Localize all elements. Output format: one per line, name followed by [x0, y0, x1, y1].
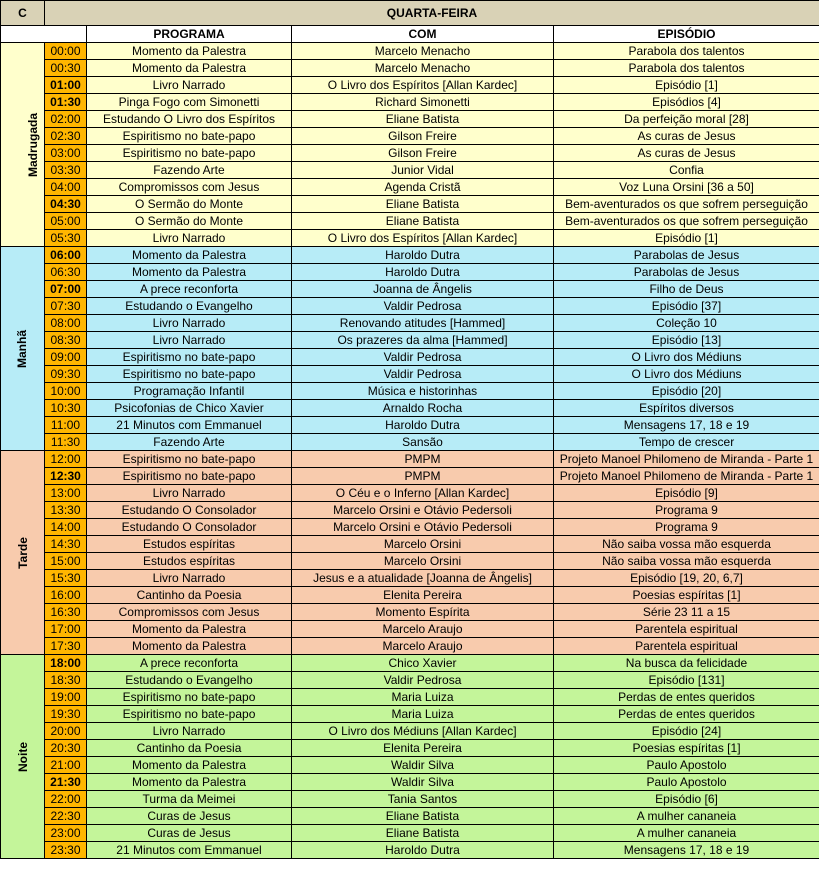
programa-cell: Estudando o Evangelho — [87, 298, 292, 315]
episodio-cell: Confia — [554, 162, 819, 179]
time-cell: 13:30 — [45, 502, 87, 519]
programa-cell: Cantinho da Poesia — [87, 740, 292, 757]
episodio-cell: Poesias espíritas [1] — [554, 587, 819, 604]
episodio-cell: Programa 9 — [554, 519, 819, 536]
schedule-row — [1, 825, 819, 842]
com-cell: Marcelo Araujo — [292, 621, 554, 638]
programa-cell: Espiritismo no bate-papo — [87, 451, 292, 468]
schedule-row — [1, 179, 819, 196]
episodio-cell: Mensagens 17, 18 e 19 — [554, 842, 819, 859]
com-cell: Música e historinhas — [292, 383, 554, 400]
time-cell: 14:30 — [45, 536, 87, 553]
episodio-cell: Não saiba vossa mão esquerda — [554, 536, 819, 553]
schedule-row — [1, 230, 819, 247]
programa-cell: Cantinho da Poesia — [87, 587, 292, 604]
com-cell: Marcelo Menacho — [292, 43, 554, 60]
schedule-row — [1, 417, 819, 434]
programa-cell: Pinga Fogo com Simonetti — [87, 94, 292, 111]
com-cell: O Livro dos Espíritos [Allan Kardec] — [292, 230, 554, 247]
time-cell: 03:30 — [45, 162, 87, 179]
corner-cell: C — [1, 1, 45, 26]
schedule-row — [1, 723, 819, 740]
episodio-cell: Projeto Manoel Philomeno de Miranda - Parte 1 — [554, 451, 819, 468]
schedule-row — [1, 842, 819, 859]
schedule-row — [1, 264, 819, 281]
episodio-cell: Bem-aventurados os que sofrem perseguição — [554, 196, 819, 213]
time-cell: 00:30 — [45, 60, 87, 77]
com-cell: Tania Santos — [292, 791, 554, 808]
programa-cell: Espiritismo no bate-papo — [87, 128, 292, 145]
schedule-row — [1, 247, 819, 264]
time-cell: 05:30 — [45, 230, 87, 247]
com-cell: Eliane Batista — [292, 808, 554, 825]
time-cell: 05:00 — [45, 213, 87, 230]
time-cell: 11:00 — [45, 417, 87, 434]
episodio-cell: Espíritos diversos — [554, 400, 819, 417]
episodio-cell: Paulo Apostolo — [554, 774, 819, 791]
schedule-row — [1, 281, 819, 298]
schedule-body — [1, 43, 819, 859]
programa-cell: Estudando O Consolador — [87, 502, 292, 519]
programa-cell: A prece reconforta — [87, 655, 292, 672]
time-cell: 11:30 — [45, 434, 87, 451]
programa-cell: Livro Narrado — [87, 77, 292, 94]
schedule-row — [1, 519, 819, 536]
episodio-cell: Episódio [6] — [554, 791, 819, 808]
programa-cell: Livro Narrado — [87, 315, 292, 332]
time-cell: 23:30 — [45, 842, 87, 859]
time-cell: 20:00 — [45, 723, 87, 740]
programa-cell: Momento da Palestra — [87, 757, 292, 774]
time-cell: 20:30 — [45, 740, 87, 757]
episodio-cell: A mulher cananeia — [554, 825, 819, 842]
schedule-row — [1, 315, 819, 332]
schedule-row — [1, 774, 819, 791]
time-cell: 04:00 — [45, 179, 87, 196]
com-cell: Eliane Batista — [292, 213, 554, 230]
episodio-cell: Série 23 11 a 15 — [554, 604, 819, 621]
period-label-manha — [1, 247, 45, 451]
programa-cell: Fazendo Arte — [87, 434, 292, 451]
time-cell: 03:00 — [45, 145, 87, 162]
time-cell: 14:00 — [45, 519, 87, 536]
episodio-cell: Na busca da felicidade — [554, 655, 819, 672]
episodio-cell: Episódio [13] — [554, 332, 819, 349]
schedule-row — [1, 740, 819, 757]
com-cell: Valdir Pedrosa — [292, 672, 554, 689]
time-cell: 06:30 — [45, 264, 87, 281]
time-cell: 15:00 — [45, 553, 87, 570]
schedule-row — [1, 145, 819, 162]
time-cell: 21:30 — [45, 774, 87, 791]
episodio-cell: Episódio [131] — [554, 672, 819, 689]
programa-cell: Espiritismo no bate-papo — [87, 349, 292, 366]
schedule-row — [1, 621, 819, 638]
programa-cell: O Sermão do Monte — [87, 196, 292, 213]
time-cell: 02:30 — [45, 128, 87, 145]
schedule-row — [1, 213, 819, 230]
programa-cell: Programação Infantil — [87, 383, 292, 400]
programa-cell: Livro Narrado — [87, 570, 292, 587]
episodio-cell: O Livro dos Médiuns — [554, 349, 819, 366]
episodio-cell: Paulo Apostolo — [554, 757, 819, 774]
programa-cell: Momento da Palestra — [87, 264, 292, 281]
programa-cell: Momento da Palestra — [87, 638, 292, 655]
time-cell: 10:00 — [45, 383, 87, 400]
com-cell: PMPM — [292, 468, 554, 485]
episodio-cell: Bem-aventurados os que sofrem perseguição — [554, 213, 819, 230]
com-cell: Marcelo Orsini — [292, 553, 554, 570]
episodio-cell: A mulher cananeia — [554, 808, 819, 825]
programa-cell: Livro Narrado — [87, 230, 292, 247]
schedule-row — [1, 451, 819, 468]
com-cell: Marcelo Orsini e Otávio Pedersoli — [292, 502, 554, 519]
com-cell: Haroldo Dutra — [292, 264, 554, 281]
period-label-madrugada — [1, 43, 45, 247]
period-label-text: Madrugada — [26, 112, 41, 177]
episodio-cell: Episódio [19, 20, 6,7] — [554, 570, 819, 587]
com-cell: Haroldo Dutra — [292, 417, 554, 434]
time-cell: 19:00 — [45, 689, 87, 706]
programa-cell: Curas de Jesus — [87, 808, 292, 825]
programa-cell: Livro Narrado — [87, 723, 292, 740]
episodio-cell: Voz Luna Orsini [36 a 50] — [554, 179, 819, 196]
episodio-cell: Parabola dos talentos — [554, 43, 819, 60]
com-cell: Valdir Pedrosa — [292, 349, 554, 366]
episodio-cell: As curas de Jesus — [554, 145, 819, 162]
programa-cell: Espiritismo no bate-papo — [87, 468, 292, 485]
programa-cell: Compromissos com Jesus — [87, 604, 292, 621]
schedule-row — [1, 757, 819, 774]
period-label-tarde — [1, 451, 45, 655]
episodio-cell: Parabolas de Jesus — [554, 264, 819, 281]
com-cell: Marcelo Orsini — [292, 536, 554, 553]
com-cell: Arnaldo Rocha — [292, 400, 554, 417]
schedule-row — [1, 196, 819, 213]
time-cell: 00:00 — [45, 43, 87, 60]
episodio-cell: Filho de Deus — [554, 281, 819, 298]
schedule-row — [1, 672, 819, 689]
programa-cell: Espiritismo no bate-papo — [87, 145, 292, 162]
programa-cell: Livro Narrado — [87, 485, 292, 502]
schedule-row — [1, 604, 819, 621]
com-cell: Agenda Cristã — [292, 179, 554, 196]
programa-cell: A prece reconforta — [87, 281, 292, 298]
schedule-row — [1, 332, 819, 349]
com-cell: Maria Luiza — [292, 689, 554, 706]
programa-header: PROGRAMA — [87, 26, 292, 43]
time-cell: 13:00 — [45, 485, 87, 502]
schedule-row — [1, 468, 819, 485]
schedule-row — [1, 587, 819, 604]
schedule-row — [1, 94, 819, 111]
episodio-cell: Coleção 10 — [554, 315, 819, 332]
schedule-row — [1, 400, 819, 417]
time-cell: 07:30 — [45, 298, 87, 315]
time-cell: 08:30 — [45, 332, 87, 349]
com-cell: Junior Vidal — [292, 162, 554, 179]
time-cell: 22:30 — [45, 808, 87, 825]
programa-cell: Livro Narrado — [87, 332, 292, 349]
com-cell: PMPM — [292, 451, 554, 468]
programa-cell: Momento da Palestra — [87, 621, 292, 638]
time-cell: 01:00 — [45, 77, 87, 94]
time-cell: 17:00 — [45, 621, 87, 638]
period-label-text: Manhã — [15, 329, 30, 368]
schedule-row — [1, 43, 819, 60]
programa-cell: Estudando O Consolador — [87, 519, 292, 536]
com-cell: Valdir Pedrosa — [292, 366, 554, 383]
schedule-row — [1, 502, 819, 519]
column-header-row — [1, 26, 819, 43]
blank-header-cell — [1, 26, 87, 43]
schedule-row — [1, 536, 819, 553]
time-cell: 09:30 — [45, 366, 87, 383]
time-cell: 01:30 — [45, 94, 87, 111]
episodio-cell: Perdas de entes queridos — [554, 706, 819, 723]
com-cell: Joanna de Ângelis — [292, 281, 554, 298]
schedule-row — [1, 570, 819, 587]
com-cell: Sansão — [292, 434, 554, 451]
schedule-row — [1, 791, 819, 808]
schedule-row — [1, 655, 819, 672]
programa-cell: Estudos espíritas — [87, 536, 292, 553]
com-cell: O Livro dos Médiuns [Allan Kardec] — [292, 723, 554, 740]
episodio-cell: Parabolas de Jesus — [554, 247, 819, 264]
com-cell: Jesus e a atualidade [Joanna de Ângelis] — [292, 570, 554, 587]
programa-cell: Estudando o Evangelho — [87, 672, 292, 689]
time-cell: 09:00 — [45, 349, 87, 366]
programa-cell: O Sermão do Monte — [87, 213, 292, 230]
time-cell: 15:30 — [45, 570, 87, 587]
schedule-row — [1, 808, 819, 825]
episodio-cell: Não saiba vossa mão esquerda — [554, 553, 819, 570]
schedule-row — [1, 349, 819, 366]
com-cell: Richard Simonetti — [292, 94, 554, 111]
period-label-text: Noite — [15, 741, 30, 772]
episodio-cell: Programa 9 — [554, 502, 819, 519]
time-cell: 16:30 — [45, 604, 87, 621]
programa-cell: Estudando O Livro dos Espíritos — [87, 111, 292, 128]
schedule-row — [1, 111, 819, 128]
time-cell: 04:30 — [45, 196, 87, 213]
time-cell: 08:00 — [45, 315, 87, 332]
schedule-row — [1, 434, 819, 451]
programa-cell: Fazendo Arte — [87, 162, 292, 179]
time-cell: 10:30 — [45, 400, 87, 417]
programa-cell: Momento da Palestra — [87, 774, 292, 791]
episodio-cell: Perdas de entes queridos — [554, 689, 819, 706]
time-cell: 02:00 — [45, 111, 87, 128]
programa-cell: Espiritismo no bate-papo — [87, 706, 292, 723]
com-cell: Eliane Batista — [292, 111, 554, 128]
programa-cell: Compromissos com Jesus — [87, 179, 292, 196]
episodio-cell: Episódio [1] — [554, 77, 819, 94]
schedule-row — [1, 77, 819, 94]
schedule-row — [1, 638, 819, 655]
time-cell: 12:30 — [45, 468, 87, 485]
programa-cell: 21 Minutos com Emmanuel — [87, 842, 292, 859]
programa-cell: Estudos espíritas — [87, 553, 292, 570]
schedule-row — [1, 706, 819, 723]
episodio-cell: Episódio [24] — [554, 723, 819, 740]
episodio-cell: Episódio [37] — [554, 298, 819, 315]
schedule-row — [1, 485, 819, 502]
period-label-noite — [1, 655, 45, 859]
com-cell: Renovando atitudes [Hammed] — [292, 315, 554, 332]
episodio-cell: Episódios [4] — [554, 94, 819, 111]
time-cell: 23:00 — [45, 825, 87, 842]
episodio-cell: Episódio [9] — [554, 485, 819, 502]
com-cell: Waldir Silva — [292, 757, 554, 774]
com-cell: Gilson Freire — [292, 145, 554, 162]
episodio-cell: Projeto Manoel Philomeno de Miranda - Parte 1 — [554, 468, 819, 485]
programa-cell: 21 Minutos com Emmanuel — [87, 417, 292, 434]
programa-cell: Momento da Palestra — [87, 247, 292, 264]
time-cell: 18:30 — [45, 672, 87, 689]
com-cell: O Livro dos Espíritos [Allan Kardec] — [292, 77, 554, 94]
episodio-cell: Episódio [20] — [554, 383, 819, 400]
episodio-cell: Parabola dos talentos — [554, 60, 819, 77]
com-cell: Os prazeres da alma [Hammed] — [292, 332, 554, 349]
schedule-row — [1, 383, 819, 400]
programa-cell: Momento da Palestra — [87, 60, 292, 77]
episodio-cell: Mensagens 17, 18 e 19 — [554, 417, 819, 434]
time-cell: 19:30 — [45, 706, 87, 723]
com-cell: Valdir Pedrosa — [292, 298, 554, 315]
episodio-cell: Parentela espiritual — [554, 638, 819, 655]
com-cell: Marcelo Orsini e Otávio Pedersoli — [292, 519, 554, 536]
com-cell: O Céu e o Inferno [Allan Kardec] — [292, 485, 554, 502]
com-cell: Elenita Pereira — [292, 587, 554, 604]
com-cell: Marcelo Menacho — [292, 60, 554, 77]
programa-cell: Curas de Jesus — [87, 825, 292, 842]
com-cell: Eliane Batista — [292, 196, 554, 213]
time-cell: 17:30 — [45, 638, 87, 655]
time-cell: 07:00 — [45, 281, 87, 298]
time-cell: 16:00 — [45, 587, 87, 604]
time-cell: 18:00 — [45, 655, 87, 672]
com-cell: Gilson Freire — [292, 128, 554, 145]
episodio-cell: As curas de Jesus — [554, 128, 819, 145]
day-title: QUARTA-FEIRA — [45, 1, 819, 26]
episodio-cell: O Livro dos Médiuns — [554, 366, 819, 383]
com-cell: Maria Luiza — [292, 706, 554, 723]
com-cell: Elenita Pereira — [292, 740, 554, 757]
schedule-row — [1, 553, 819, 570]
episodio-header: EPISÓDIO — [554, 26, 819, 43]
programa-cell: Psicofonias de Chico Xavier — [87, 400, 292, 417]
time-cell: 22:00 — [45, 791, 87, 808]
episodio-cell: Tempo de crescer — [554, 434, 819, 451]
time-cell: 12:00 — [45, 451, 87, 468]
schedule-row — [1, 366, 819, 383]
schedule-row — [1, 60, 819, 77]
com-cell: Waldir Silva — [292, 774, 554, 791]
programa-cell: Turma da Meimei — [87, 791, 292, 808]
schedule-row — [1, 128, 819, 145]
com-cell: Marcelo Araujo — [292, 638, 554, 655]
com-cell: Momento Espírita — [292, 604, 554, 621]
programa-cell: Espiritismo no bate-papo — [87, 689, 292, 706]
episodio-cell: Da perfeição moral [28] — [554, 111, 819, 128]
com-cell: Chico Xavier — [292, 655, 554, 672]
period-label-text: Tarde — [15, 536, 30, 569]
episodio-cell: Parentela espiritual — [554, 621, 819, 638]
com-cell: Eliane Batista — [292, 825, 554, 842]
time-cell: 06:00 — [45, 247, 87, 264]
episodio-cell: Poesias espíritas [1] — [554, 740, 819, 757]
com-header: COM — [292, 26, 554, 43]
com-cell: Haroldo Dutra — [292, 842, 554, 859]
com-cell: Haroldo Dutra — [292, 247, 554, 264]
programa-cell: Momento da Palestra — [87, 43, 292, 60]
schedule-row — [1, 689, 819, 706]
time-cell: 21:00 — [45, 757, 87, 774]
schedule-row — [1, 298, 819, 315]
day-header-row — [1, 1, 819, 26]
schedule-row — [1, 162, 819, 179]
programa-cell: Espiritismo no bate-papo — [87, 366, 292, 383]
episodio-cell: Episódio [1] — [554, 230, 819, 247]
